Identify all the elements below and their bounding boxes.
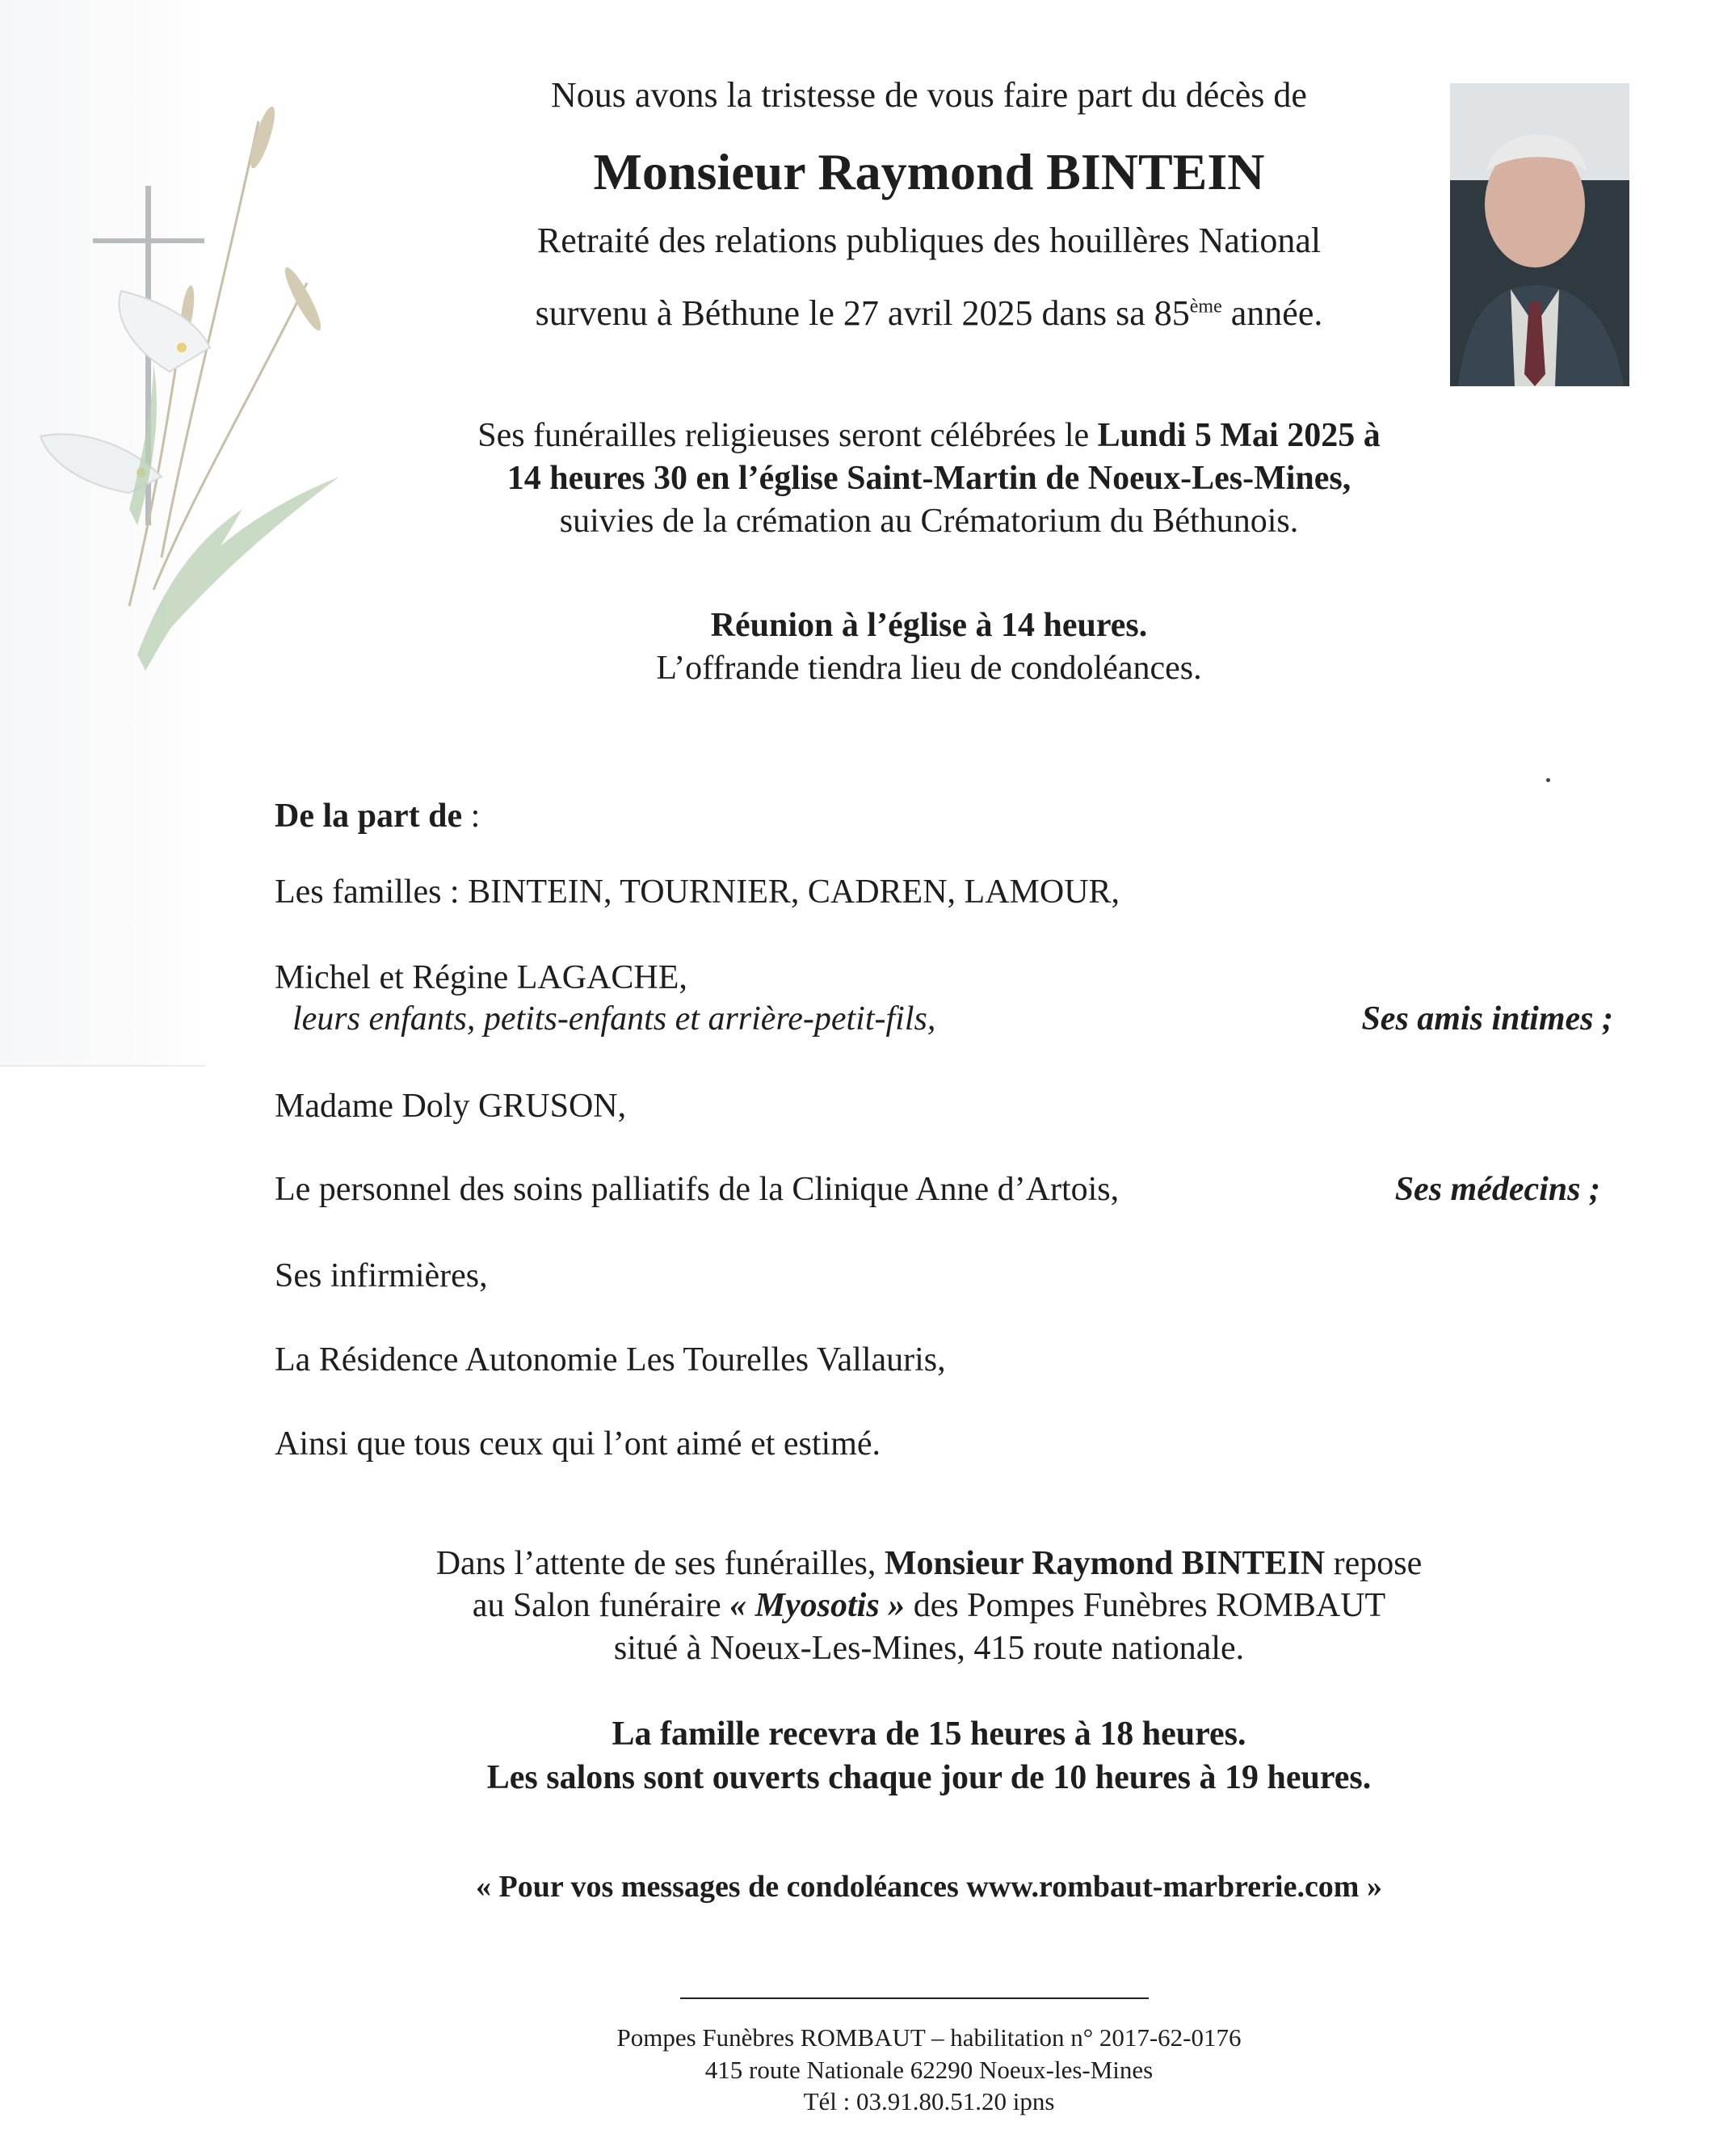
condolences-line: « Pour vos messages de condoléances www.rombaut-marbrerie.com » (476, 1870, 1382, 1904)
intro-line: Nous avons la tristesse de vous faire part du décès de (551, 75, 1307, 115)
hours-line-1: La famille recevra de 15 heures à 18 heures. (612, 1715, 1246, 1753)
death-sup: ème (1189, 296, 1222, 318)
funeral-line-3: suivies de la crémation au Crématorium du Béthunois. (559, 503, 1299, 540)
death-text: survenu à Béthune le 27 avril 2025 dans sa 85 (535, 293, 1190, 333)
from-label-text: De la part de (275, 798, 463, 835)
rest-text: Dans l’attente de ses funérailles, (435, 1545, 885, 1582)
meeting-line: Réunion à l’église à 14 heures. (710, 607, 1148, 644)
rest-line-3: situé à Noeux-Les-Mines, 415 route nationale. (613, 1630, 1245, 1667)
funeral-line-1 (323, 416, 1535, 455)
lily-icon (40, 291, 210, 493)
death-suffix: année. (1221, 293, 1323, 333)
from-label-colon: : (462, 798, 481, 835)
deceased-name: Monsieur Raymond BINTEIN (593, 143, 1265, 200)
all-line: Ainsi que tous ceux qui l’ont aimé et estimé. (275, 1425, 881, 1463)
strip-divider (0, 1065, 206, 1067)
gruson-line: Madame Doly GRUSON, (275, 1088, 627, 1125)
cross-lily-decoration (32, 105, 355, 671)
friends-line: Ses amis intimes ; (1361, 1000, 1613, 1038)
footer-line-3: Tél : 03.91.80.51.20 ipns (803, 2087, 1055, 2115)
footer-divider (680, 1997, 1149, 1999)
footer-line-1: Pompes Funèbres ROMBAUT – habilitation n° 2017-62-0176 (616, 2023, 1242, 2052)
rest-line-1 (323, 1544, 1535, 1583)
salon-text: au Salon funéraire (472, 1587, 730, 1624)
rest-name: Monsieur Raymond BINTEIN (884, 1545, 1326, 1582)
footer-line-2: 415 route Nationale 62290 Noeux-les-Mines (704, 2056, 1154, 2084)
salon-name: « Myosotis » (729, 1587, 906, 1624)
leaf-icon (129, 364, 339, 671)
rest-suffix: repose (1325, 1545, 1423, 1582)
lagache-sub-line: leurs enfants, petits-enfants et arrière-petit-fils, (292, 1000, 936, 1038)
lagache-line: Michel et Régine LAGACHE, (275, 959, 687, 996)
rest-line-2 (323, 1586, 1535, 1625)
hours-line-2: Les salons sont ouverts chaque jour de 10 heures à 19 heures. (486, 1759, 1372, 1796)
families-line: Les familles : BINTEIN, TOURNIER, CADREN, LAMOUR, (275, 873, 1120, 911)
speck (1546, 778, 1550, 782)
funeral-text: Ses funérailles religieuses seront célébrées le (477, 417, 1098, 454)
salon-suffix: des Pompes Funèbres ROMBAUT (905, 1587, 1386, 1624)
from-label (275, 797, 480, 836)
funeral-date: Lundi 5 Mai 2025 à (1097, 417, 1381, 454)
residence-line: La Résidence Autonomie Les Tourelles Vallauris, (275, 1341, 946, 1379)
offering-line: L’offrande tiendra lieu de condoléances. (656, 650, 1202, 687)
staff-line: Le personnel des soins palliatifs de la Clinique Anne d’Artois, (275, 1171, 1120, 1208)
death-line (323, 293, 1535, 334)
doctors-line: Ses médecins ; (1394, 1171, 1600, 1208)
funeral-line-2: 14 heures 30 en l’église Saint-Martin de Noeux-Les-Mines, (507, 460, 1351, 497)
deceased-role: Retraité des relations publiques des houillères National (536, 221, 1322, 260)
nurses-line: Ses infirmières, (275, 1257, 488, 1294)
